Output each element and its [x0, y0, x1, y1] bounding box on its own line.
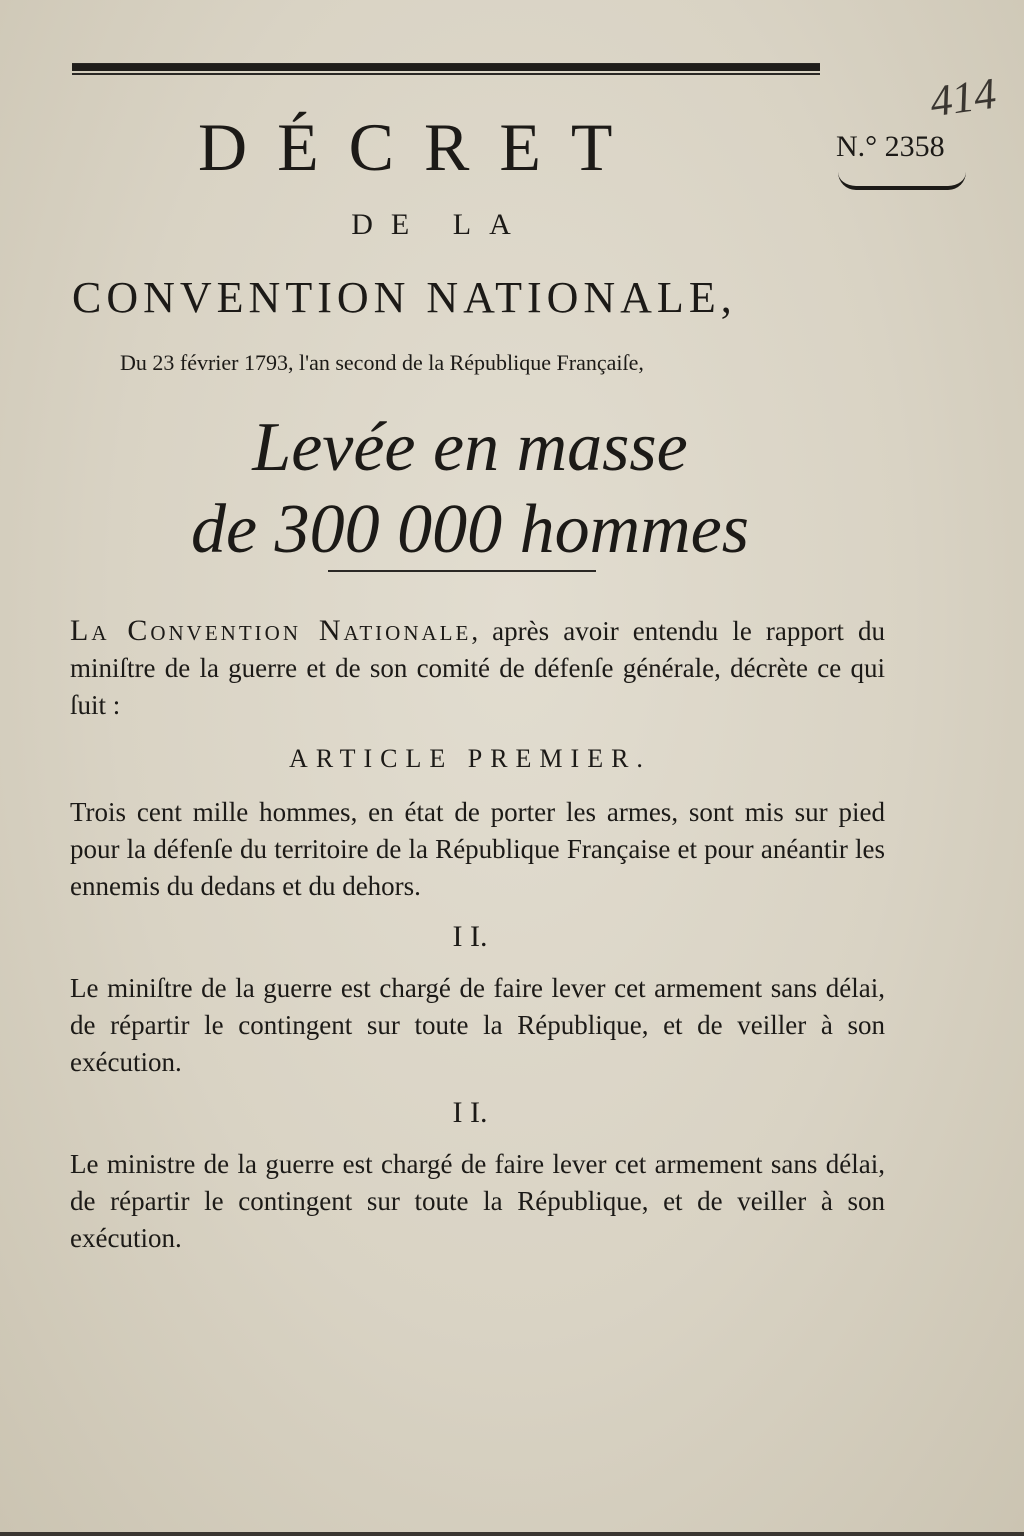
decree-title: DÉCRET	[198, 109, 643, 185]
subtitle: DE LA	[351, 208, 529, 241]
article-3-heading: I I.	[452, 1096, 488, 1129]
section-rule	[328, 570, 596, 572]
assembly-name: CONVENTION NATIONALE,	[72, 273, 737, 322]
article-1-heading: ARTICLE PREMIER.	[289, 744, 651, 773]
preamble-lead: La Convention Nationale	[70, 614, 472, 647]
handwritten-number: 414	[926, 68, 1000, 127]
article-2-text: Le miniſtre de la guerre est chargé de faire lever cet armement sans délai, de répartir le contingent sur toute la République, et de veiller à son exécution.	[70, 973, 885, 1077]
article-2-heading: I I.	[452, 920, 488, 953]
article-3-text: Le ministre de la guerre est chargé de faire lever cet armement sans délai, de répartir le contingent sur toute la République, et de veiller à son exécution.	[70, 1149, 885, 1253]
headline-line-2: de 300 000 hommes	[191, 491, 749, 568]
article-1-text: Trois cent mille hommes, en état de porter les armes, sont mis sur pied pour la défenſe du territoire de la République Française et pour anéantir les ennemis du dedans et du dehors.	[70, 797, 885, 901]
preamble	[70, 612, 885, 724]
bottom-edge	[0, 1532, 1024, 1536]
number-brace	[838, 172, 966, 190]
preamble-text: , après avoir entendu le rapport du miniſtre de la guerre et de son comité de défenſe générale, décrète ce qui ſuit :	[70, 616, 885, 720]
date-line: Du 23 février 1793, l'an second de la République Françaiſe,	[120, 350, 644, 375]
headline-line-1: Levée en masse	[252, 409, 688, 486]
decree-number: N.° 2358	[836, 130, 945, 163]
top-rule	[72, 63, 820, 71]
